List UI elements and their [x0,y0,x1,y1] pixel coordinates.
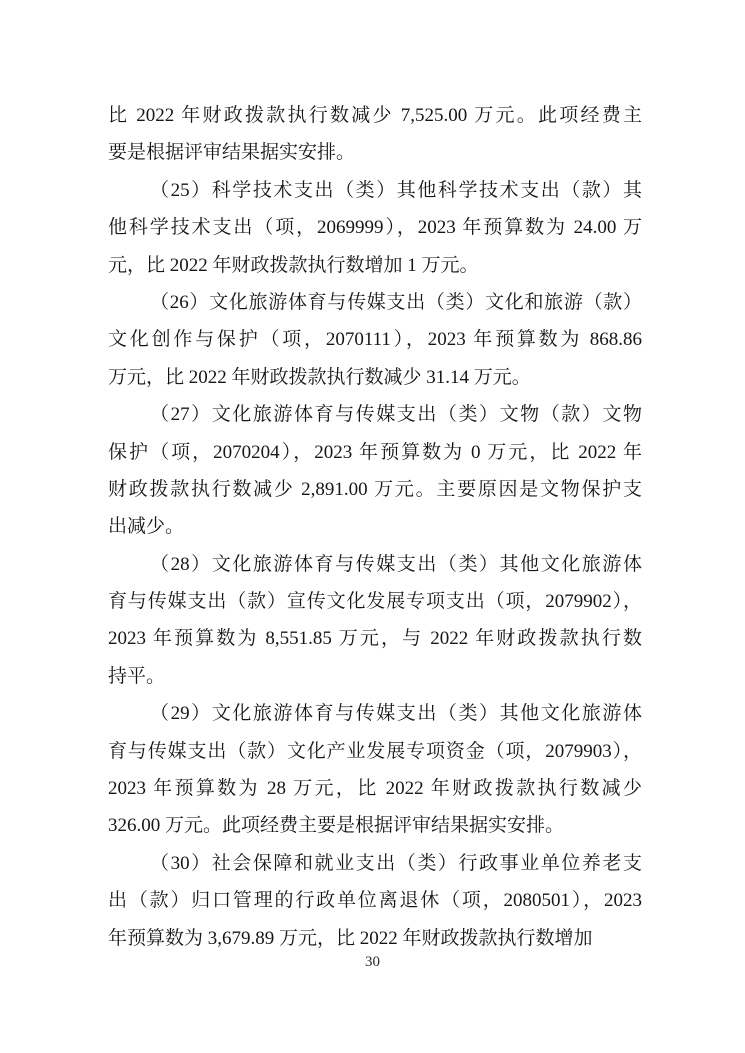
text-line: 万元，比 2022 年财政拨款执行数减少 31.14 万元。 [108,366,531,388]
text-line: 持平。 [108,665,166,687]
text-line: 他科学技术支出（项，2069999），2023 年预算数为 24.00 万 [108,217,642,239]
text-line: 326.00 万元。此项经费主要是根据评审结果据实安排。 [108,815,565,837]
text-line: 元，比 2022 年财政拨款执行数增加 1 万元。 [108,254,479,276]
text-line: 育与传媒支出（款）宣传文化发展专项支出（项，2079902）， [108,591,642,613]
text-line: 保护（项，2070204），2023 年预算数为 0 万元，比 2022 年 [108,441,642,463]
text-line: （30）社会保障和就业支出（类）行政事业单位养老支 [150,852,642,874]
text-line: （29）文化旅游体育与传媒支出（类）其他文化旅游体 [150,703,642,725]
text-line: 比 2022 年财政拨款执行数减少 7,525.00 万元。此项经费主 [108,105,642,126]
text-line: （27）文化旅游体育与传媒支出（类）文物（款）文物 [150,404,642,426]
page-number: 30 [365,954,380,970]
text-line: 2023 年预算数为 8,551.85 万元，与 2022 年财政拨款执行数 [108,628,642,650]
paragraph [108,97,642,172]
document-content [108,97,642,957]
text-line: 文化创作与保护（项，2070111），2023 年预算数为 868.86 [108,329,642,351]
text-line: 出减少。 [108,516,185,538]
text-line: 财政拨款执行数减少 2,891.00 万元。主要原因是文物保护支 [108,478,642,500]
text-line: 育与传媒支出（款）文化产业发展专项资金（项，2079903）， [108,740,642,762]
paragraph [108,396,642,546]
text-line: 2023 年预算数为 28 万元，比 2022 年财政拨款执行数减少 [108,778,642,800]
paragraph [108,172,642,284]
paragraph [108,546,642,696]
text-line: 要是根据评审结果据实安排。 [108,142,356,164]
paragraph [108,284,642,396]
paragraph [108,845,642,957]
text-line: （25）科学技术支出（类）其他科学技术支出（款）其 [150,179,642,201]
text-line: 年预算数为 3,679.89 万元，比 2022 年财政拨款执行数增加 [108,927,593,949]
text-line: （28）文化旅游体育与传媒支出（类）其他文化旅游体 [150,553,642,575]
text-line: （26）文化旅游体育与传媒支出（类）文化和旅游（款） [150,291,642,313]
paragraph [108,695,642,845]
text-line: 出（款）归口管理的行政单位离退休（项，2080501），2023 [108,890,642,912]
